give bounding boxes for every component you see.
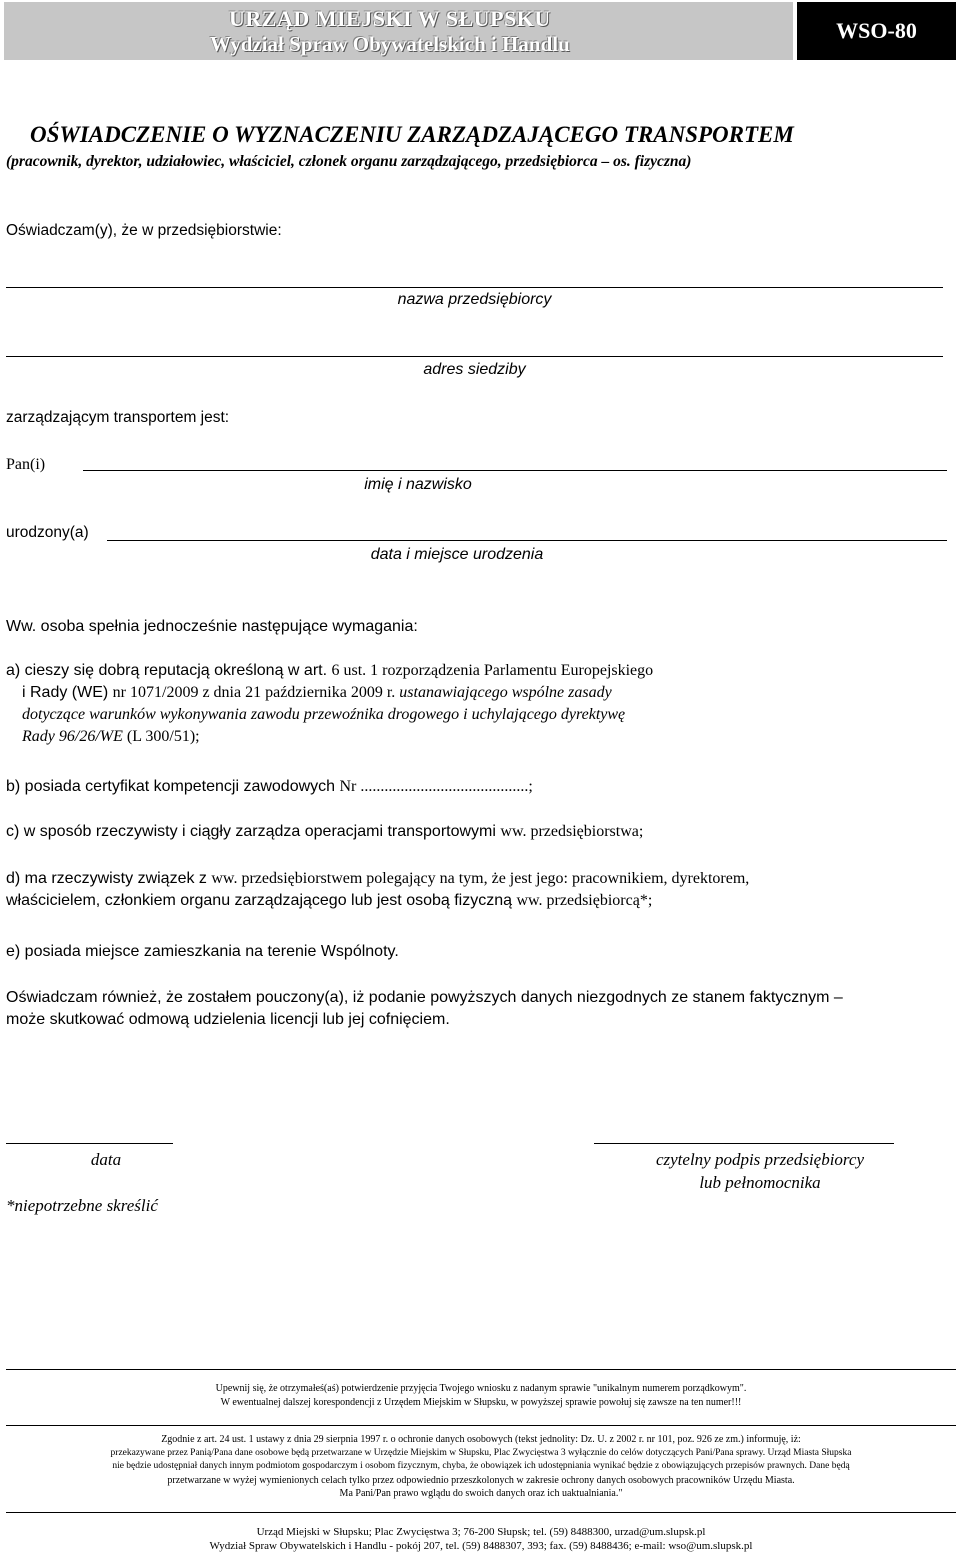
closing-statement: Oświadczam również, że zostałem pouczony(a), iż podanie powyższych danych niezgodnych ze stanem faktycznym – może skutkować odmową udzielenia licencji lub jej cofnięciem. bbox=[6, 989, 843, 1028]
requirement-c: c) w sposób rzeczywisty i ciągły zarządza operacjami transportowymi ww. przedsiębiorstwa; bbox=[6, 823, 644, 840]
address-caption: adres siedziby bbox=[423, 361, 526, 378]
form-code-badge: WSO-80 bbox=[797, 2, 956, 60]
address-line[interactable] bbox=[6, 356, 943, 357]
full-name-line[interactable] bbox=[83, 470, 947, 471]
header-banner bbox=[4, 2, 793, 60]
office-address: Urząd Miejski w Słupsku; Plac Zwycięstwa 3; 76-200 Słupsk; tel. (59) 8488300, urzad@um.slupsk.pl Wydział Spraw Obywatelskich i Handlu - pokój 207, tel. (59) 8488307, 393; fax. (59) 8488436; e-mail: wso@um.slupsk.pl bbox=[209, 1526, 753, 1552]
footer-divider-1 bbox=[6, 1369, 956, 1370]
footer-divider-2 bbox=[6, 1425, 956, 1426]
requirement-e: e) posiada miejsce zamieszkania na terenie Wspólnoty. bbox=[6, 943, 399, 960]
signature-line[interactable] bbox=[594, 1143, 894, 1144]
pan-label: Pan(i) bbox=[6, 456, 46, 473]
date-caption: data bbox=[90, 1150, 122, 1169]
born-label: urodzony(a) bbox=[6, 524, 89, 541]
requirement-d: d) ma rzeczywisty związek z ww. przedsiębiorstwem polegający na tym, że jest jego: pracownikiem, dyrektorem, właścicielem, członkiem organu zarządzającego lub jest osobą fizyczną ww. przedsiębiorcą*; bbox=[6, 870, 750, 909]
date-line[interactable] bbox=[6, 1143, 173, 1144]
document-title: OŚWIADCZENIE O WYZNACZENIU ZARZĄDZAJĄCEGO TRANSPORTEM bbox=[30, 122, 794, 147]
requirements-intro: Ww. osoba spełnia jednocześnie następujące wymagania: bbox=[6, 618, 418, 635]
birth-caption: data i miejsce urodzenia bbox=[370, 546, 544, 563]
strike-note: *niepotrzebne skreślić bbox=[6, 1196, 158, 1215]
company-name-line[interactable] bbox=[6, 287, 943, 288]
declare-intro: Oświadczam(y), że w przedsiębiorstwie: bbox=[6, 222, 282, 239]
signature-caption-2: lub pełnomocnika bbox=[699, 1173, 821, 1192]
footer-divider-3 bbox=[6, 1512, 956, 1513]
manager-intro: zarządzającym transportem jest: bbox=[6, 409, 230, 426]
office-name: URZĄD MIEJSKI W SŁUPSKU bbox=[229, 6, 551, 31]
department-name: Wydział Spraw Obywatelskich i Handlu bbox=[210, 32, 570, 56]
requirement-b: b) posiada certyfikat kompetencji zawodowych Nr ..........................................; bbox=[6, 778, 533, 795]
document-subtitle: (pracownik, dyrektor, udziałowiec, właściciel, członek organu zarządzającego, przedsiębiorca – os. fizyczna) bbox=[6, 153, 692, 170]
birth-line[interactable] bbox=[107, 540, 947, 541]
footer-notice: Upewnij się, że otrzymałeś(aś) potwierdzenie przyjęcia Twojego wniosku z nadanym sprawie "unikalnym numerem porządkowym". W ewentualnej dalszej korespondencji z Urzędem Miejskim w Słupsku, w powyższej sprawie powołuj się zawsze na ten numer!!! bbox=[215, 1383, 747, 1408]
full-name-caption: imię i nazwisko bbox=[364, 476, 472, 493]
company-name-caption: nazwa przedsiębiorcy bbox=[397, 291, 552, 308]
privacy-notice: Zgodnie z art. 24 ust. 1 ustawy z dnia 29 sierpnia 1997 r. o ochronie danych osobowych (tekst jednolity: Dz. U. z 2002 r. nr 101, poz. 926 ze zm.) informuję, iż: przekazywane przez Panią/Pana dane osobowe będą przetwarzane w Urzędzie Miejskim w Słupsku, Plac Zwycięstwa 3 wyłącznie do celów dotyczących Pani/Pana sprawy. Urząd Miasta Słupska nie będzie udostępniał danych innym podmiotom gospodarczym i osobom fizycznym, chyba, że obowiązek ich udostępniania wynikać będzie z obowiązujących przepisów prawnych. Dane będą przetwarzane w wyżej wymienionych celach tylko przez odpowiednio przeszkolonych w zakresie ochrony danych osobowych pracowników Urzędu Miasta. Ma Pani/Pan prawo wglądu do swoich danych oraz ich uaktualniania." bbox=[110, 1434, 852, 1499]
requirement-a: a) cieszy się dobrą reputacją określoną w art. 6 ust. 1 rozporządzenia Parlamentu Europejskiego i Rady (WE) nr 1071/2009 z dnia 21 października 2009 r. ustanawiającego wspólne zasady dotyczące warunków wykonywania zawodu przewoźnika drogowego i uchylającego dyrektywę Rady 96/26/WE (L 300/51); bbox=[6, 662, 654, 745]
signature-caption: czytelny podpis przedsiębiorcy bbox=[655, 1150, 865, 1169]
